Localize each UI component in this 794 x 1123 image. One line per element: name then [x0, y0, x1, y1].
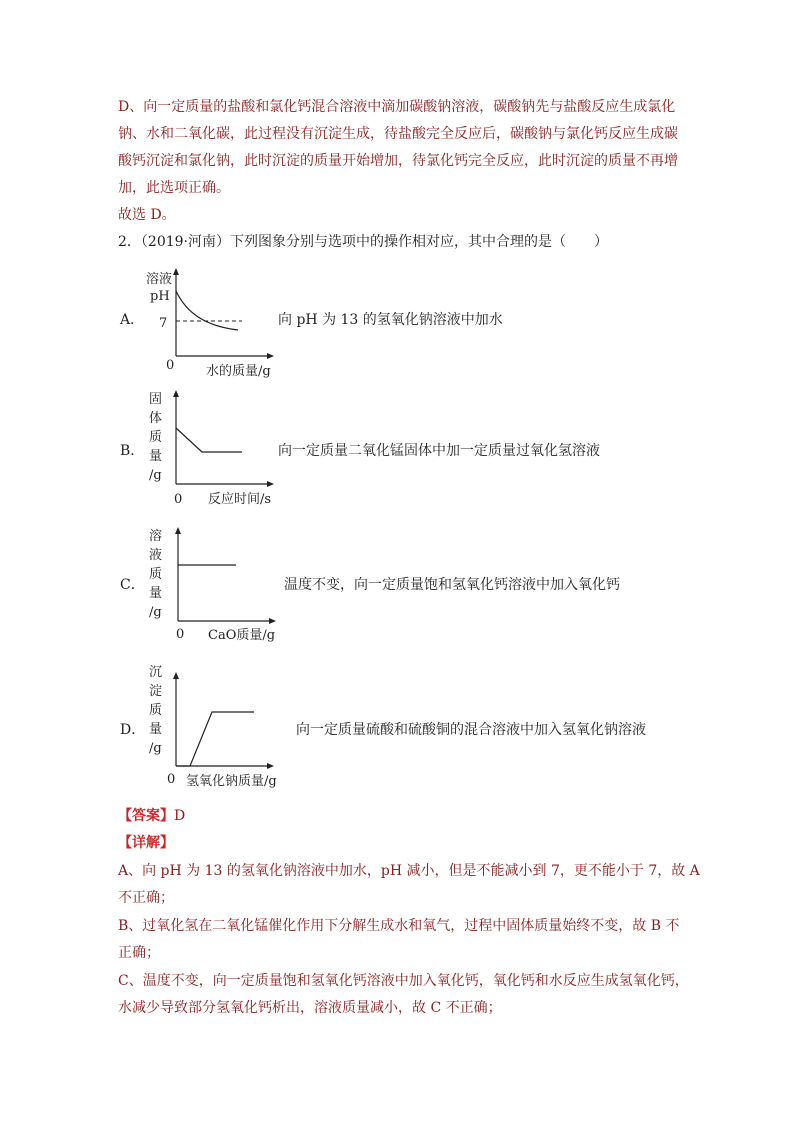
paragraph-d-line2: 钠、水和二氧化碳，此过程没有沉淀生成，待盐酸完全反应后，碳酸钠与氯化钙反应生成碳	[118, 126, 678, 142]
paragraph-d-line3: 酸钙沉淀和氯化钠，此时沉淀的质量开始增加，待氯化钙完全反应，此时沉淀的质量不再增	[118, 153, 678, 169]
option-d-ylabel-2: 淀	[149, 684, 163, 699]
option-c-ylabel-1: 溶	[149, 529, 163, 544]
option-b-ylabel-5: /g	[149, 468, 162, 483]
option-d-graph	[170, 672, 280, 772]
option-a-ylabel-1: 溶液	[146, 272, 173, 287]
detail-b-line1: B、过氧化氢在二氧化锰催化作用下分解生成水和氧气，过程中固体质量始终不变，故 B 不	[118, 918, 680, 934]
option-d-ylabel-3: 质	[149, 703, 163, 718]
option-a-origin: 0	[166, 358, 175, 373]
option-a-xlabel: 水的质量/g	[206, 364, 271, 379]
option-d-ylabel-5: /g	[149, 741, 162, 756]
option-b-ylabel-3: 质	[149, 430, 163, 445]
option-c-ylabel-3: 质	[149, 567, 163, 582]
paragraph-d-line4: 加，此选项正确。	[118, 180, 230, 196]
question-stem: 2．（2019·河南）下列图象分别与选项中的操作相对应，其中合理的是（ ）	[118, 234, 608, 250]
option-c-xlabel: CaO质量/g	[208, 628, 276, 643]
option-c-ylabel-5: /g	[149, 605, 162, 620]
option-b-graph	[170, 390, 280, 490]
conclusion-line: 故选 D。	[118, 207, 176, 223]
option-c-letter: C．	[120, 577, 145, 593]
option-b-origin: 0	[174, 492, 183, 507]
detail-c-line2: 水减少导致部分氢氧化钙析出，溶液质量减小，故 C 不正确；	[118, 1000, 502, 1016]
answer-line	[118, 806, 185, 826]
option-d-ylabel-1: 沉	[149, 665, 163, 680]
option-c-description: 温度不变，向一定质量饱和氢氧化钙溶液中加入氧化钙	[284, 577, 620, 593]
detail-c-line1: C、温度不变，向一定质量饱和氢氧化钙溶液中加入氧化钙，氧化钙和水反应生成氢氧化钙，	[118, 973, 689, 989]
answer-label: 【答案】	[118, 808, 174, 824]
detail-b-line2: 正确；	[118, 945, 160, 961]
detail-label: 【详解】	[118, 835, 174, 851]
option-c-ylabel-4: 量	[149, 586, 163, 601]
option-d-ylabel-4: 量	[149, 722, 163, 737]
option-d-description: 向一定质量硫酸和硫酸铜的混合溶液中加入氢氧化钠溶液	[296, 722, 646, 738]
option-b-ylabel-4: 量	[149, 449, 163, 464]
option-b-xlabel: 反应时间/s	[208, 492, 272, 507]
option-a-description: 向 pH 为 13 的氢氧化钠溶液中加水	[278, 312, 503, 328]
option-c-graph	[172, 527, 282, 627]
option-d-xlabel: 氢氧化钠质量/g	[186, 774, 277, 789]
option-a-letter: A．	[120, 312, 145, 328]
option-a-tick-7: 7	[159, 316, 168, 331]
paragraph-d-line1: D、向一定质量的盐酸和氯化钙混合溶液中滴加碳酸钠溶液，碳酸钠先与盐酸反应生成氯化	[118, 99, 676, 115]
option-b-ylabel-2: 体	[149, 411, 163, 426]
answer-value: D	[174, 808, 186, 824]
option-a-graph	[170, 268, 280, 363]
option-d-letter: D．	[120, 722, 146, 738]
detail-a-line2: 不正确；	[118, 890, 174, 906]
option-c-ylabel-2: 液	[149, 548, 163, 563]
option-d-origin: 0	[167, 772, 176, 787]
detail-a-line1: A、向 pH 为 13 的氢氧化钠溶液中加水，pH 减小，但是不能减小到 7，更不能小于 7，故 A	[118, 863, 700, 879]
option-b-ylabel-1: 固	[149, 392, 163, 407]
option-b-description: 向一定质量二氧化锰固体中加一定质量过氧化氢溶液	[278, 443, 600, 459]
option-c-origin: 0	[176, 627, 185, 642]
option-b-letter: B．	[120, 443, 145, 459]
option-a-ylabel-2: pH	[150, 289, 170, 304]
